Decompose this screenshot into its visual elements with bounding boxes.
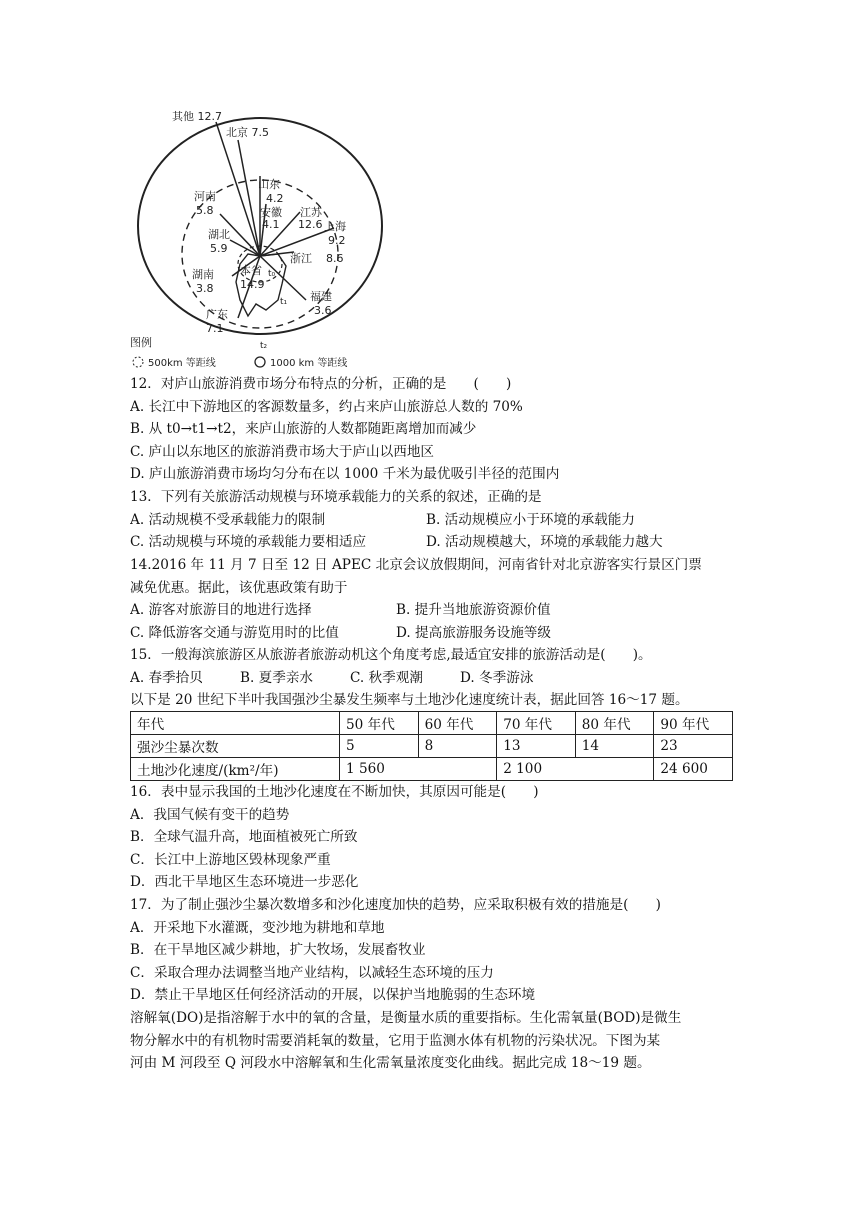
- q15-option-b: B. 夏季亲水: [240, 669, 314, 686]
- q15-option-d: D. 冬季游泳: [460, 669, 534, 686]
- value-shanghai: 9.2: [328, 234, 346, 247]
- legend-500km-label: 500km 等距线: [148, 358, 216, 369]
- question-17: [130, 894, 740, 1007]
- table-cell: 2 100: [497, 758, 654, 781]
- value-henan: 5.8: [196, 204, 214, 217]
- q16-option-b: B．全球气温升高，地面植被死亡所致: [130, 829, 358, 845]
- value-anhui: 4.1: [262, 218, 280, 231]
- table-row: [131, 735, 733, 758]
- label-shanghai: 上海: [324, 220, 346, 233]
- q17-option-b: B．在干旱地区减少耕地，扩大牧场，发展畜牧业: [130, 942, 426, 958]
- label-hubei: 湖北: [208, 228, 230, 241]
- table-row: [131, 758, 733, 781]
- q13-option-d: D. 活动规模越大，环境的承载能力越大: [426, 534, 663, 550]
- table-cell: 土地沙化速度/(km²/年): [131, 758, 340, 781]
- q14-option-c: C. 降低游客交通与游览用时的比值: [130, 624, 339, 641]
- q16-option-d: D．西北干旱地区生态环境进一步恶化: [130, 874, 359, 890]
- table-cell: 24 600: [654, 758, 733, 781]
- table-header-cell: 年代: [131, 712, 340, 735]
- table-cell: 5: [340, 735, 419, 758]
- table-cell: 13: [497, 735, 576, 758]
- q17-option-c: C．采取合理办法调整当地产业结构，以减轻生态环境的压力: [130, 964, 494, 981]
- label-guangdong: 广东: [206, 308, 228, 321]
- q13-stem: 13．下列有关旅游活动规模与环境承载能力的关系的叙述，正确的是: [130, 489, 542, 505]
- label-zhejiang: 浙江: [290, 252, 312, 265]
- table-cell: 14: [575, 735, 654, 758]
- label-t0: t₀: [268, 269, 276, 279]
- table-cell: 强沙尘暴次数: [131, 735, 340, 758]
- question-16: [130, 781, 740, 894]
- q16-stem: 16．表中显示我国的土地沙化速度在不断加快，其原因可能是( ): [130, 784, 539, 800]
- intro-18-19: [130, 1007, 740, 1075]
- legend-title: 图例: [130, 336, 152, 349]
- intro-16-17: 以下是 20 世纪下半叶我国强沙尘暴发生频率与土地沙化速度统计表，据此回答 16～17 题。: [130, 692, 689, 708]
- table-cell: 8: [418, 735, 497, 758]
- table-header-cell: 80 年代: [575, 712, 654, 735]
- value-hunan: 3.8: [196, 282, 214, 295]
- value-shandong: 4.2: [266, 192, 284, 205]
- q17-stem: 17．为了制止强沙尘暴次数增多和沙化速度加快的趋势，应采取积极有效的措施是( ): [130, 897, 661, 913]
- label-beijing: 北京 7.5: [226, 126, 269, 139]
- table-cell: 23: [654, 735, 733, 758]
- q14-option-b: B. 提升当地旅游资源价值: [396, 602, 551, 618]
- legend-500km-symbol: [133, 357, 143, 367]
- q14-option-d: D. 提高旅游服务设施等级: [396, 624, 551, 641]
- para-line: 物分解水中的有机物时需要消耗氧的数量，它用于监测水体有机物的污染状况。下图为某: [130, 1032, 661, 1049]
- q13-option-b: B. 活动规模应小于环境的承载能力: [426, 511, 635, 528]
- value-fujian: 3.6: [314, 304, 332, 317]
- q17-option-d: D．禁止干旱地区任何经济活动的开展，以保护当地脆弱的生态环境: [130, 987, 536, 1003]
- q12-option-b: B. 从 t0→t1→t2，来庐山旅游的人数都随距离增加而减少: [130, 421, 477, 437]
- table-header-cell: 90 年代: [654, 712, 733, 735]
- value-hubei: 5.9: [210, 242, 228, 255]
- q15-option-c: C. 秋季观潮: [350, 669, 423, 686]
- label-hunan: 湖南: [192, 268, 214, 281]
- value-jiangsu: 12.6: [298, 218, 323, 231]
- para-line: 河由 M 河段至 Q 河段水中溶解氧和生化需氧量浓度变化曲线。据此完成 18～19 题。: [130, 1055, 651, 1071]
- para-line: 溶解氧(DO)是指溶解于水中的氧的含量，是衡量水质的重要指标。生化需氧量(BOD)是微生: [130, 1010, 682, 1026]
- question-14: [130, 554, 740, 644]
- q12-option-c: C. 庐山以东地区的旅游消费市场大于庐山以西地区: [130, 443, 435, 460]
- label-fujian: 福建: [310, 290, 332, 303]
- tourism-market-figure: [128, 104, 408, 374]
- q14-stem-line2: 减免优惠。据此，该优惠政策有助于: [130, 579, 348, 596]
- label-jiangsu: 江苏: [300, 206, 322, 219]
- q15-option-a: A. 春季拾贝: [130, 669, 203, 686]
- legend-1000km-symbol: [255, 357, 265, 367]
- label-other: 其他 12.7: [172, 110, 222, 123]
- question-12: [130, 373, 740, 486]
- q12-stem: 12．对庐山旅游消费市场分布特点的分析，正确的是 ( ): [130, 376, 512, 392]
- q16-option-c: C．长江中上游地区毁林现象严重: [130, 851, 331, 868]
- value-zhejiang: 8.6: [326, 252, 344, 265]
- q17-option-a: A．开采地下水灌溉，变沙地为耕地和草地: [130, 919, 385, 936]
- table-header-row: [131, 712, 733, 735]
- sandstorm-table: [130, 711, 733, 781]
- label-shandong: 山东: [258, 178, 280, 191]
- label-anhui: 安徽: [260, 206, 282, 219]
- q14-stem-line1: 14.2016 年 11 月 7 日至 12 日 APEC 北京会议放假期间，河南省针对北京游客实行景区门票: [130, 557, 702, 573]
- value-local: 14.9: [240, 278, 265, 291]
- table-header-cell: 60 年代: [418, 712, 497, 735]
- label-local: 本省: [240, 264, 262, 277]
- q13-option-c: C. 活动规模与环境的承载能力要相适应: [130, 534, 367, 550]
- table-header-cell: 70 年代: [497, 712, 576, 735]
- value-guangdong: 7.1: [206, 322, 224, 335]
- q12-option-d: D. 庐山旅游消费市场均匀分布在以 1000 千米为最优吸引半径的范围内: [130, 466, 560, 482]
- question-15: [130, 644, 740, 712]
- question-13: [130, 486, 740, 554]
- legend-1000km-label: 1000 km 等距线: [270, 358, 348, 369]
- q15-stem: 15．一般海滨旅游区从旅游者旅游动机这个角度考虑,最适宜安排的旅游活动是( )。: [130, 647, 652, 663]
- label-t2: t₂: [260, 341, 268, 351]
- table-header-cell: 50 年代: [340, 712, 419, 735]
- table-cell: 1 560: [340, 758, 497, 781]
- q14-option-a: A. 游客对旅游目的地进行选择: [130, 602, 312, 618]
- label-t1: t₁: [280, 297, 288, 307]
- q13-option-a: A. 活动规模不受承载能力的限制: [130, 511, 326, 528]
- label-henan: 河南: [194, 190, 216, 203]
- q16-option-a: A．我国气候有变干的趋势: [130, 806, 290, 823]
- q12-option-a: A. 长江中下游地区的客源数量多，约占来庐山旅游总人数的 70%: [130, 398, 523, 415]
